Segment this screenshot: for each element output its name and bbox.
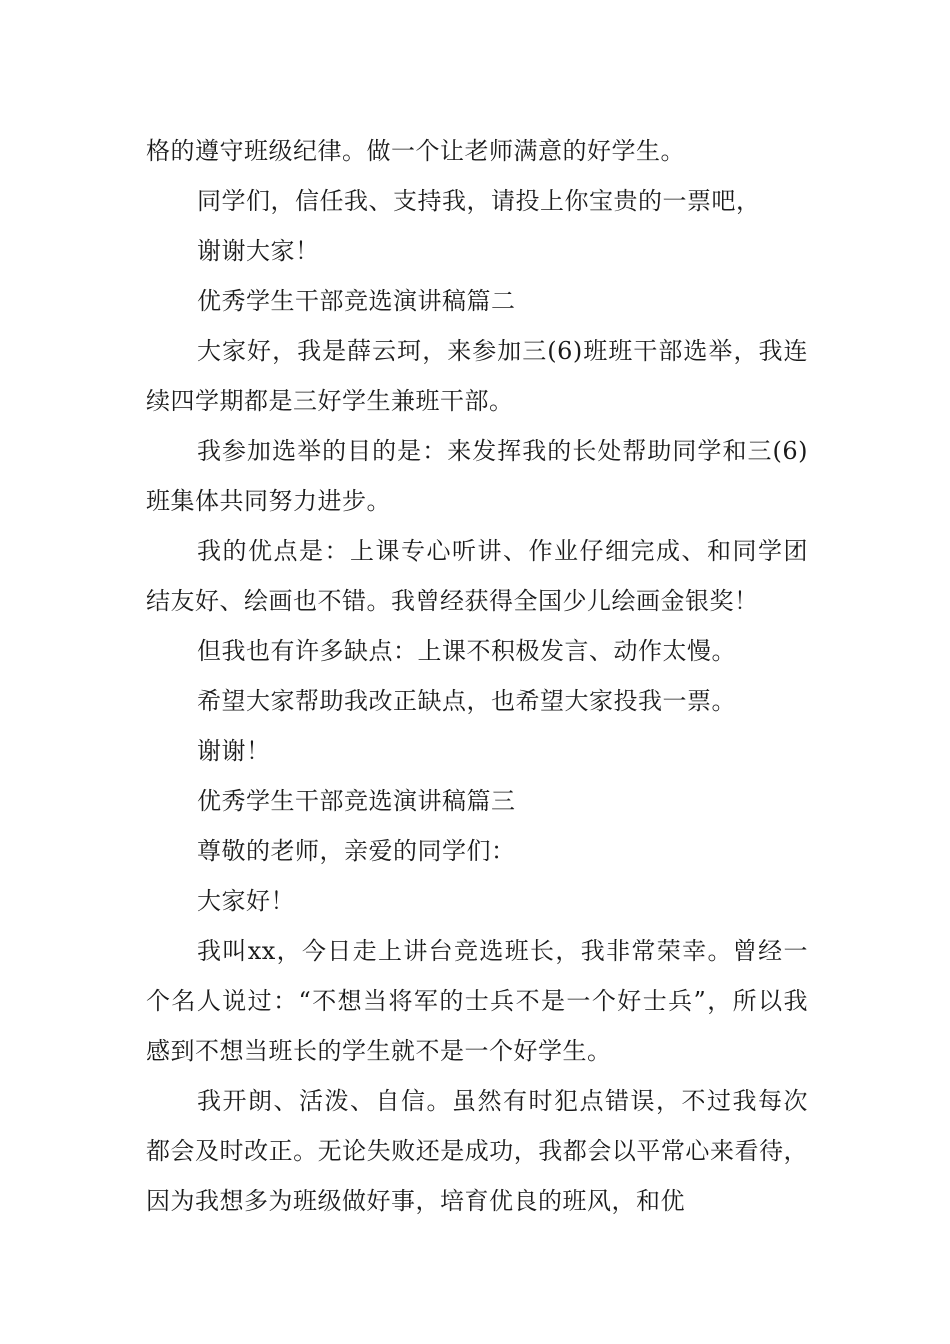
paragraph: 但我也有许多缺点：上课不积极发言、动作太慢。 — [197, 637, 736, 665]
paragraph: 谢谢！ — [197, 737, 271, 765]
greeting: 大家好！ — [197, 887, 295, 915]
document-body — [146, 126, 808, 1226]
section-heading-three: 优秀学生干部竞选演讲稿篇三 — [197, 787, 516, 815]
paragraph: 希望大家帮助我改正缺点，也希望大家投我一票。 — [197, 687, 736, 715]
paragraph: 我参加选举的目的是：来发挥我的长处帮助同学和三(6)班集体共同努力进步。 — [146, 437, 808, 515]
paragraph: 同学们，信任我、支持我，请投上你宝贵的一票吧， — [197, 187, 761, 215]
paragraph: 我的优点是：上课专心听讲、作业仔细完成、和同学团结友好、绘画也不错。我曾经获得全国少儿绘画金银奖！ — [146, 537, 808, 615]
paragraph: 我开朗、活泼、自信。虽然有时犯点错误，不过我每次都会及时改正。无论失败还是成功，我都会以平常心来看待，因为我想多为班级做好事，培育优良的班风，和优 — [146, 1087, 808, 1215]
section-heading-two: 优秀学生干部竞选演讲稿篇二 — [197, 287, 516, 315]
paragraph: 谢谢大家！ — [197, 237, 320, 265]
paragraph: 大家好，我是薛云珂，来参加三(6)班班干部选举，我连续四学期都是三好学生兼班干部。 — [146, 337, 808, 415]
paragraph: 我叫xx，今日走上讲台竞选班长，我非常荣幸。曾经一个名人说过：“不想当将军的士兵不是一个好士兵”，所以我感到不想当班长的学生就不是一个好学生。 — [146, 937, 808, 1065]
paragraph-continuation: 格的遵守班级纪律。做一个让老师满意的好学生。 — [146, 137, 685, 165]
salutation: 尊敬的老师，亲爱的同学们： — [197, 837, 516, 865]
